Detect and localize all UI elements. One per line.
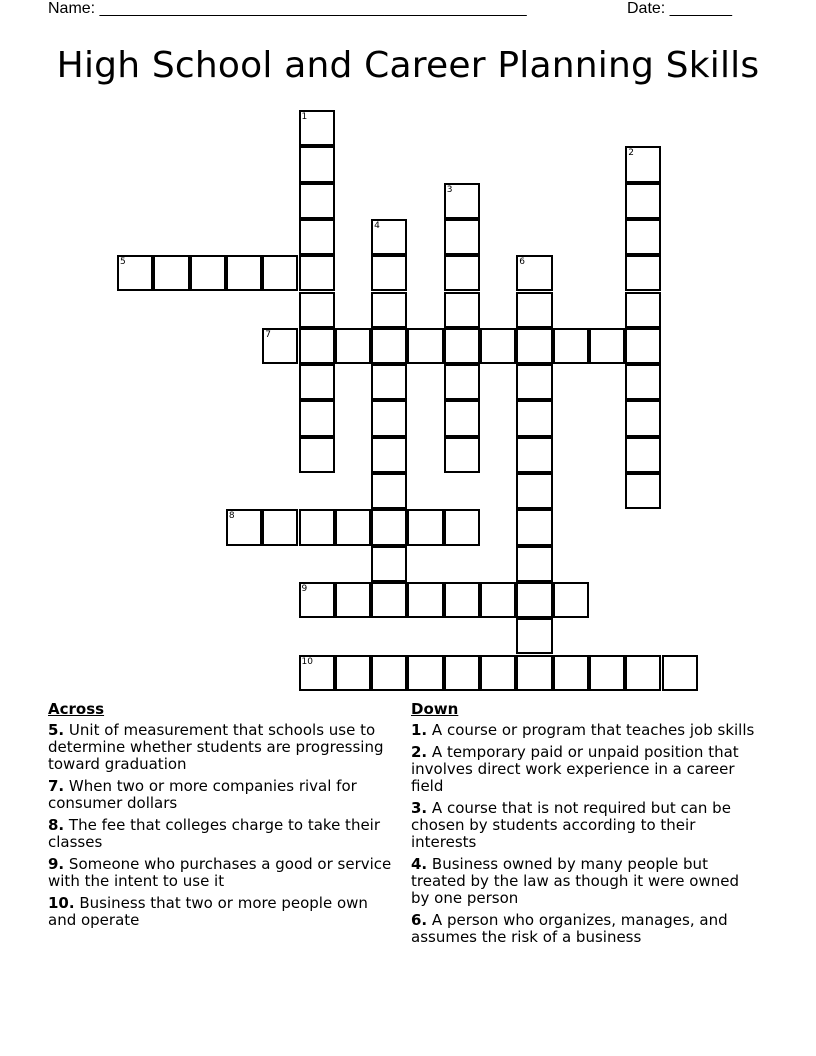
crossword-cell[interactable]: [335, 582, 371, 618]
clue-down-4: [411, 856, 761, 907]
clue-number: 2.: [411, 743, 428, 761]
crossword-cell[interactable]: [299, 255, 335, 291]
crossword-cell[interactable]: [371, 509, 407, 545]
down-clues: [411, 701, 761, 951]
crossword-cell[interactable]: [226, 509, 262, 545]
clue-number-label: 7: [265, 329, 271, 340]
clue-text: Business that two or more people own and operate: [48, 894, 368, 929]
crossword-cell[interactable]: [516, 255, 552, 291]
crossword-cell[interactable]: [516, 509, 552, 545]
clue-down-1: [411, 722, 761, 739]
crossword-cell[interactable]: [299, 655, 335, 691]
crossword-cell[interactable]: [625, 292, 661, 328]
crossword-cell[interactable]: [516, 582, 552, 618]
crossword-cell[interactable]: [117, 255, 153, 291]
crossword-cell[interactable]: [480, 655, 516, 691]
crossword-cell[interactable]: [444, 183, 480, 219]
crossword-cell[interactable]: [335, 328, 371, 364]
clue-across-7: [48, 778, 398, 812]
crossword-cell[interactable]: [444, 400, 480, 436]
crossword-cell[interactable]: [299, 146, 335, 182]
clue-number: 1.: [411, 721, 428, 739]
crossword-cell[interactable]: [625, 146, 661, 182]
clue-text: The fee that colleges charge to take their classes: [48, 816, 381, 851]
clue-text: A course or program that teaches job skills: [431, 721, 755, 739]
crossword-cell[interactable]: [516, 364, 552, 400]
clue-number: 7.: [48, 777, 65, 795]
crossword-cell[interactable]: [625, 437, 661, 473]
crossword-cell[interactable]: [335, 509, 371, 545]
crossword-cell[interactable]: [371, 655, 407, 691]
crossword-cell[interactable]: [371, 582, 407, 618]
clue-text: A temporary paid or unpaid position that involves direct work experience in a career field: [411, 743, 739, 795]
crossword-cell[interactable]: [516, 292, 552, 328]
crossword-cell[interactable]: [516, 328, 552, 364]
crossword-cell[interactable]: [480, 582, 516, 618]
crossword-cell[interactable]: [516, 473, 552, 509]
crossword-cell[interactable]: [444, 219, 480, 255]
crossword-cell[interactable]: [407, 328, 443, 364]
clue-down-3: [411, 800, 761, 851]
crossword-cell[interactable]: [371, 219, 407, 255]
crossword-cell[interactable]: [371, 437, 407, 473]
clue-text: Someone who purchases a good or service with the intent to use it: [48, 855, 392, 890]
crossword-cell[interactable]: [299, 364, 335, 400]
crossword-cell[interactable]: [444, 328, 480, 364]
clue-number-label: 4: [374, 220, 380, 231]
crossword-cell[interactable]: [407, 655, 443, 691]
clue-across-10: [48, 895, 398, 929]
crossword-cell[interactable]: [299, 110, 335, 146]
clue-text: When two or more companies rival for consumer dollars: [48, 777, 357, 812]
crossword-cell[interactable]: [625, 364, 661, 400]
clue-text: A course that is not required but can be chosen by students according to their interests: [411, 799, 731, 851]
clue-number-label: 8: [228, 511, 235, 522]
clue-number-label: 6: [519, 257, 526, 268]
clue-number: 5.: [48, 721, 65, 739]
clue-number-label: 10: [301, 656, 313, 667]
across-heading: Across: [48, 700, 105, 718]
crossword-cell[interactable]: [262, 255, 298, 291]
crossword-cell[interactable]: [371, 473, 407, 509]
crossword-cell[interactable]: [589, 655, 625, 691]
clue-down-6: [411, 912, 761, 946]
clue-text: Unit of measurement that schools use to determine whether students are progressing toward graduation: [48, 721, 384, 773]
clue-number-label: 2: [628, 148, 634, 159]
clue-across-5: [48, 722, 398, 773]
crossword-cell[interactable]: [516, 618, 552, 654]
crossword-cell[interactable]: [444, 364, 480, 400]
crossword-cell[interactable]: [407, 582, 443, 618]
crossword-cell[interactable]: [444, 437, 480, 473]
crossword-cell[interactable]: [299, 328, 335, 364]
crossword-cell[interactable]: [444, 582, 480, 618]
crossword-cell[interactable]: [553, 328, 589, 364]
crossword-cell[interactable]: [299, 219, 335, 255]
clue-across-9: [48, 856, 398, 890]
crossword-cell[interactable]: [662, 655, 698, 691]
crossword-cell[interactable]: [553, 582, 589, 618]
clue-number-label: 1: [301, 112, 308, 122]
crossword-cell[interactable]: [625, 655, 661, 691]
clue-number-label: 5: [120, 257, 126, 268]
crossword-cell[interactable]: [335, 655, 371, 691]
crossword-cell[interactable]: [625, 183, 661, 219]
down-heading: Down: [411, 700, 459, 718]
clue-text: A person who organizes, manages, and assumes the risk of a business: [411, 911, 728, 946]
crossword-cell[interactable]: [625, 328, 661, 364]
crossword-cell[interactable]: [226, 255, 262, 291]
clue-number-label: 3: [446, 184, 453, 195]
crossword-cell[interactable]: [407, 509, 443, 545]
crossword-cell[interactable]: [299, 437, 335, 473]
crossword-cell[interactable]: [371, 400, 407, 436]
date-line: Date: _______: [627, 0, 732, 17]
crossword-cell[interactable]: [625, 473, 661, 509]
crossword-cell[interactable]: [299, 183, 335, 219]
crossword-cell[interactable]: [371, 328, 407, 364]
crossword-cell[interactable]: [190, 255, 226, 291]
crossword-cell[interactable]: [262, 328, 298, 364]
crossword-cell[interactable]: [299, 582, 335, 618]
crossword-cell[interactable]: [444, 292, 480, 328]
crossword-cell[interactable]: [625, 255, 661, 291]
clue-number: 4.: [411, 855, 428, 873]
crossword-cell[interactable]: [299, 292, 335, 328]
clue-number: 9.: [48, 855, 65, 873]
crossword-cell[interactable]: [444, 255, 480, 291]
crossword-cell[interactable]: [371, 255, 407, 291]
crossword-cell[interactable]: [553, 655, 589, 691]
crossword-cell[interactable]: [625, 219, 661, 255]
name-line: Name: ________________________________________________: [48, 0, 527, 17]
crossword-cell[interactable]: [625, 400, 661, 436]
page-title: High School and Career Planning Skills: [56, 45, 760, 86]
crossword-cell[interactable]: [516, 437, 552, 473]
crossword-cell[interactable]: [589, 328, 625, 364]
crossword-cell[interactable]: [444, 509, 480, 545]
crossword-cell[interactable]: [299, 509, 335, 545]
clue-text: Business owned by many people but treated by the law as though it were owned by one person: [411, 855, 739, 907]
clue-number: 10.: [48, 894, 75, 912]
clue-number-label: 9: [301, 583, 308, 594]
crossword-cell[interactable]: [371, 546, 407, 582]
crossword-cell[interactable]: [262, 509, 298, 545]
crossword-cell[interactable]: [371, 292, 407, 328]
crossword-cell[interactable]: [153, 255, 189, 291]
crossword-cell[interactable]: [480, 328, 516, 364]
crossword-cell[interactable]: [516, 546, 552, 582]
clue-down-2: [411, 744, 761, 795]
crossword-cell[interactable]: [444, 655, 480, 691]
clue-number: 3.: [411, 799, 428, 817]
across-clues: [48, 701, 398, 934]
crossword-cell[interactable]: [299, 400, 335, 436]
clue-number: 8.: [48, 816, 65, 834]
crossword-cell[interactable]: [516, 655, 552, 691]
crossword-cell[interactable]: [516, 400, 552, 436]
clue-across-8: [48, 817, 398, 851]
crossword-cell[interactable]: [371, 364, 407, 400]
clue-number: 6.: [411, 911, 428, 929]
